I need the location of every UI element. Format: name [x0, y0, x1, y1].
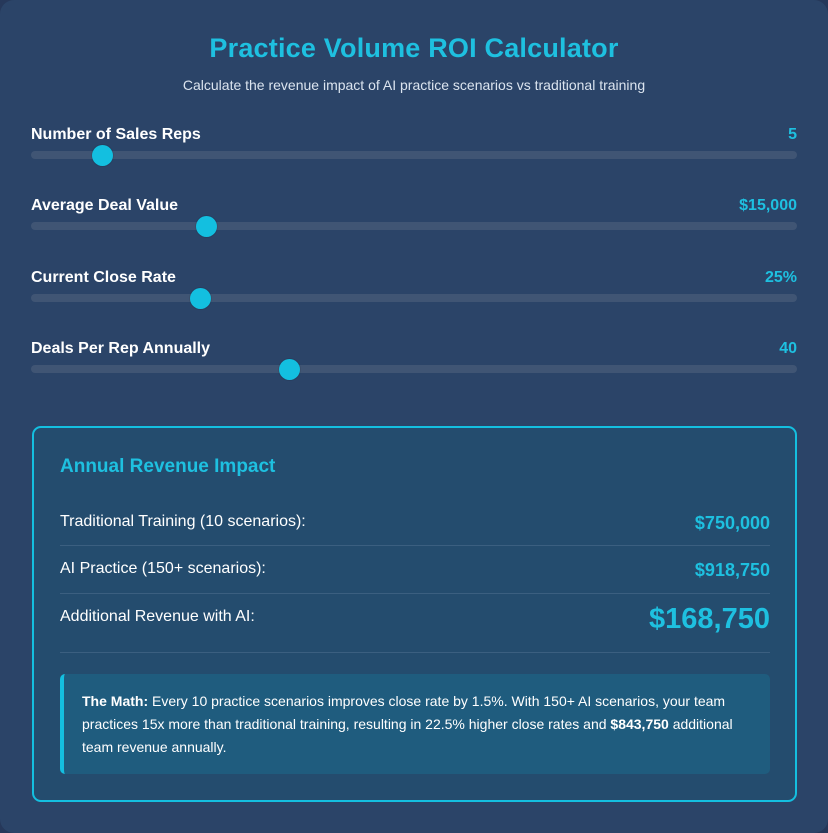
close-rate-slider-track[interactable] — [31, 294, 797, 302]
deal-value-slider-row — [31, 197, 797, 247]
close-rate-value: 25% — [764, 269, 797, 286]
sales-reps-label: Number of Sales Reps — [31, 126, 201, 143]
sales-reps-value: 5 — [788, 126, 797, 143]
math-highlight: $843,750 — [610, 716, 669, 732]
close-rate-slider-thumb[interactable] — [190, 288, 211, 309]
deal-value-slider-thumb[interactable] — [196, 216, 217, 237]
math-text-1: Every 10 practice scenarios improves close rate by 1.5%. With 150+ AI scenarios, your team practices 15x more than traditional training, resulting in 22.5% higher close rates and — [82, 693, 726, 732]
math-text-2: additional team revenue annually. — [82, 716, 733, 755]
deals-per-rep-value: 40 — [779, 340, 797, 357]
sales-reps-slider-track[interactable] — [31, 151, 797, 159]
ai-practice-label: AI Practice (150+ scenarios): — [60, 560, 266, 577]
close-rate-label: Current Close Rate — [31, 269, 176, 286]
ai-practice-row — [60, 560, 770, 594]
annual-revenue-impact-panel — [32, 426, 797, 802]
traditional-training-label: Traditional Training (10 scenarios): — [60, 513, 306, 530]
deals-per-rep-slider-track[interactable] — [31, 365, 797, 373]
deal-value-label: Average Deal Value — [31, 197, 179, 214]
additional-revenue-label: Additional Revenue with AI: — [60, 608, 255, 625]
additional-revenue-row — [60, 603, 770, 653]
math-lead: The Math: — [82, 693, 149, 709]
ai-practice-value: $918,750 — [694, 560, 770, 580]
deal-value-slider-track[interactable] — [31, 222, 797, 230]
math-explanation — [60, 674, 770, 774]
deals-per-rep-slider-row — [31, 340, 797, 390]
page-subtitle: Calculate the revenue impact of AI practice scenarios vs traditional training — [182, 77, 646, 93]
traditional-training-row — [60, 513, 770, 546]
sales-reps-slider-thumb[interactable] — [92, 145, 113, 166]
close-rate-slider-row — [31, 269, 797, 319]
traditional-training-value: $750,000 — [694, 513, 770, 533]
sales-reps-slider-row — [31, 126, 797, 176]
results-title: Annual Revenue Impact — [60, 456, 276, 477]
deals-per-rep-slider-thumb[interactable] — [279, 359, 300, 380]
deal-value-value: $15,000 — [739, 197, 797, 214]
deals-per-rep-label: Deals Per Rep Annually — [31, 340, 211, 357]
additional-revenue-value: $168,750 — [649, 603, 770, 635]
page-title: Practice Volume ROI Calculator — [209, 33, 619, 63]
